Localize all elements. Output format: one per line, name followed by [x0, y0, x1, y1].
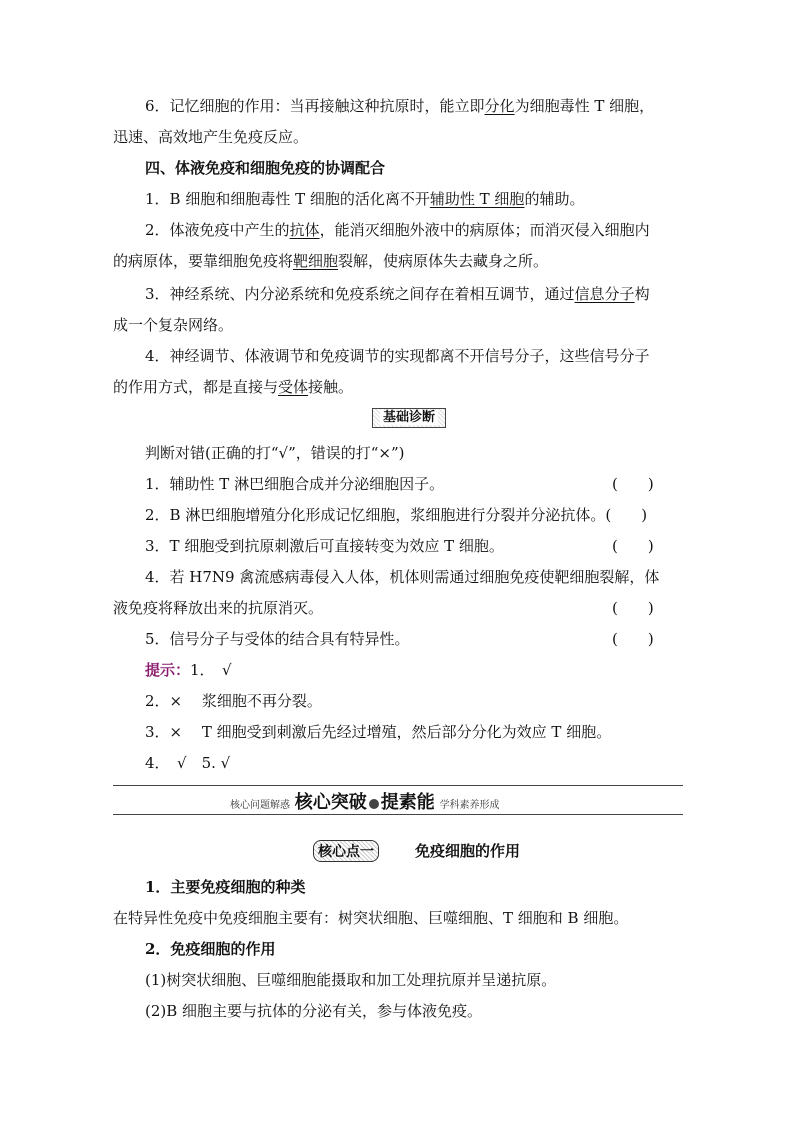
- hint-answer-2: 2．× 浆细胞不再分裂。: [145, 692, 322, 710]
- hint-answer-1: 提示：1． √: [145, 661, 232, 679]
- core-heading-1: 1．主要免疫细胞的种类: [145, 878, 306, 896]
- core-heading-2: 2．免疫细胞的作用: [145, 940, 276, 958]
- section4-point3: 3．神经系统、内分泌系统和免疫系统之间存在着相互调节，通过信息分子构: [145, 285, 650, 303]
- hint-label: 提示：: [145, 661, 191, 679]
- section-divider-top: [113, 785, 683, 786]
- core-point-title: 免疫细胞的作用: [415, 842, 521, 860]
- banner-dot-icon: [369, 799, 379, 809]
- question-2: 2．B 淋巴细胞增殖分化形成记忆细胞，浆细胞进行分裂并分泌抗体。( ): [145, 506, 648, 524]
- section4-point3-cont: 成一个复杂网络。: [113, 316, 234, 334]
- section4-heading: 四、体液免疫和细胞免疫的协调配合: [145, 159, 386, 177]
- section4-point1: 1．B 细胞和细胞毒性 T 细胞的活化离不开辅助性 T 细胞的辅助。: [145, 190, 585, 208]
- hint-answer-3: 3．× T 细胞受到刺激后先经过增殖，然后部分分化为效应 T 细胞。: [145, 723, 612, 741]
- core-point-heading: [313, 840, 520, 862]
- question-4-cont: 液免疫将释放出来的抗原消灭。: [113, 599, 324, 617]
- diagnosis-instructions: 判断对错(正确的打“√”，错误的打“×”): [145, 444, 405, 462]
- answer-blank-5: ( ): [612, 630, 654, 648]
- core-text-1: 在特异性免疫中免疫细胞主要有：树突状细胞、巨噬细胞、T 细胞和 B 细胞。: [113, 909, 629, 927]
- core-text-2: (1)树突状细胞、巨噬细胞能摄取和加工处理抗原并呈递抗原。: [145, 971, 557, 989]
- section4-point2: 2．体液免疫中产生的抗体，能消灭细胞外液中的病原体；而消灭侵入细胞内: [145, 221, 650, 239]
- basic-diagnosis-banner: 基础诊断: [372, 408, 446, 428]
- answer-blank-4: ( ): [612, 599, 654, 617]
- answer-blank-1: ( ): [612, 475, 654, 493]
- question-1: 1．辅助性 T 淋巴细胞合成并分泌细胞因子。: [145, 475, 445, 493]
- hint-answer-4-5: 4． √ 5. √: [145, 754, 231, 772]
- answer-blank-3: ( ): [612, 537, 654, 555]
- section4-point4: 4．神经调节、体液调节和免疫调节的实现都离不开信号分子，这些信号分子: [145, 347, 650, 365]
- section4-point4-cont: 的作用方式，都是直接与受体接触。: [113, 378, 354, 396]
- core-text-3: (2)B 细胞主要与抗体的分泌有关，参与体液免疫。: [145, 1002, 483, 1020]
- core-point-label: 核心点一: [313, 840, 379, 862]
- question-4: 4．若 H7N9 禽流感病毒侵入人体，机体则需通过细胞免疫使靶细胞裂解，体: [145, 568, 660, 586]
- memory-cell-paragraph-cont: 迅速、高效地产生免疫反应。: [113, 128, 309, 146]
- question-5: 5．信号分子与受体的结合具有特异性。: [145, 630, 410, 648]
- core-breakthrough-banner: 核心问题解惑 核心突破 提素能 学科素养形成: [230, 792, 500, 813]
- question-3: 3．T 细胞受到抗原刺激后可直接转变为效应 T 细胞。: [145, 537, 504, 555]
- memory-cell-paragraph: 6．记忆细胞的作用：当再接触这种抗原时，能立即分化为细胞毒性 T 细胞，: [145, 97, 655, 115]
- section-divider-bottom: [113, 814, 683, 815]
- section4-point2-cont: 的病原体，要靠细胞免疫将靶细胞裂解，使病原体失去藏身之所。: [113, 252, 549, 270]
